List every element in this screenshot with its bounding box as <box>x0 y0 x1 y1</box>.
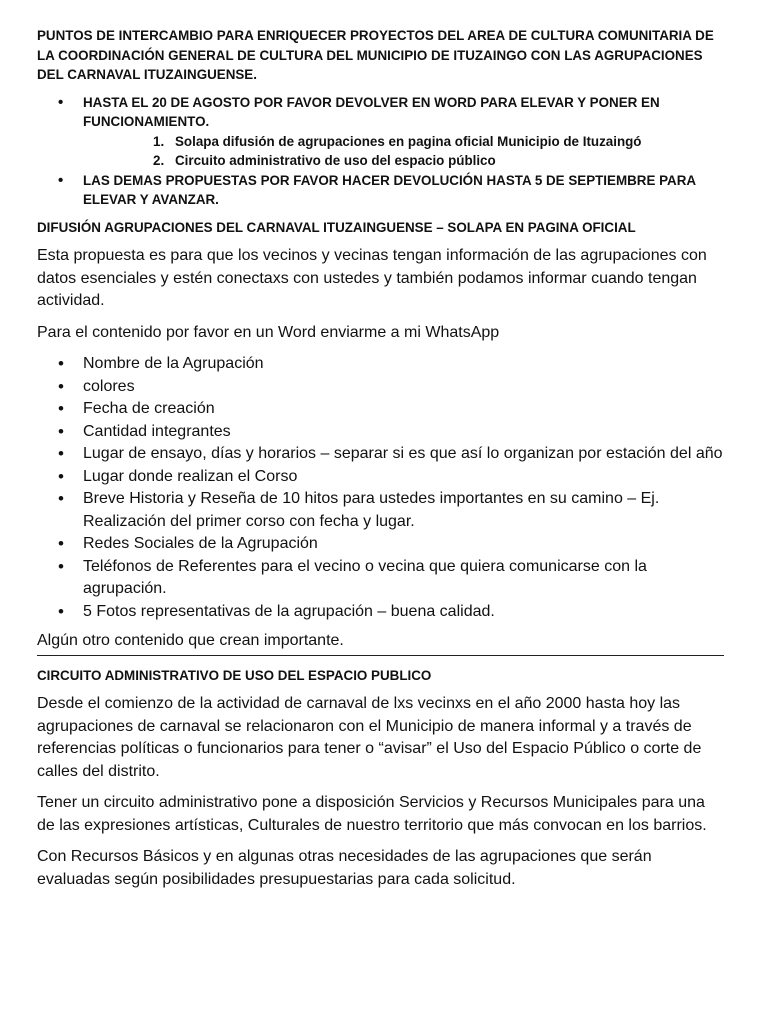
deadline-list <box>37 93 724 210</box>
step-text: Circuito administrativo de uso del espacio público <box>175 153 496 168</box>
content-items-list <box>37 353 724 623</box>
list-item: • Cantidad integrantes <box>37 421 724 444</box>
list-item: • Teléfonos de Referentes para el vecino o vecina que quiera comunicarse con la agrupación. <box>37 556 724 601</box>
circuito-paragraph-resources: Con Recursos Básicos y en algunas otras necesidades de las agrupaciones que serán evaluadas según posibilidades presupuestarias para cada solicitud. <box>37 848 652 888</box>
list-item: • Redes Sociales de la Agrupación <box>37 533 724 556</box>
circuito-paragraph-purpose: Tener un circuito administrativo pone a disposición Servicios y Recursos Municipales para una de las expresiones artísticas, Culturales de nuestro territorio que más convocan en los barrios. <box>37 794 707 834</box>
section-divider <box>37 655 724 656</box>
deadline-item-august <box>37 93 724 171</box>
deadline-september-text: LAS DEMAS PROPUESTAS POR FAVOR HACER DEVOLUCIÓN HASTA 5 DE SEPTIEMBRE PARA ELEVAR Y AVANZAR. <box>83 172 696 207</box>
whatsapp-instruction: Para el contenido por favor en un Word enviarme a mi WhatsApp <box>37 323 500 341</box>
deadline-item-september <box>37 171 724 210</box>
list-item: • colores <box>37 376 724 399</box>
other-content-note: Algún otro contenido que crean importante. <box>37 632 344 649</box>
step-text: Solapa difusión de agrupaciones en pagina oficial Municipio de Ituzaingó <box>175 133 642 149</box>
list-item: • Fecha de creación <box>37 398 724 421</box>
step-number: 1. <box>153 133 165 149</box>
document-title: PUNTOS DE INTERCAMBIO PARA ENRIQUECER PROYECTOS DEL AREA DE CULTURA COMUNITARIA DE LA COORDINACIÓN GENERAL DE CULTURA DEL MUNICIPIO DE ITUZAINGO CON LAS AGRUPACIONES DEL CARNAVAL ITUZAINGUENSE. <box>37 28 714 82</box>
step-number: 2. <box>153 153 165 168</box>
deadline-august-text: HASTA EL 20 DE AGOSTO POR FAVOR DEVOLVER EN WORD PARA ELEVAR Y PONER EN FUNCIONAMIENTO. <box>83 94 660 129</box>
list-item: • Breve Historia y Reseña de 10 hitos para ustedes importantes en su camino – Ej. Realización del primer corso con fecha y lugar. <box>37 488 724 533</box>
circuito-paragraph-history: Desde el comienzo de la actividad de carnaval de lxs vecinxs en el año 2000 hasta hoy las agrupaciones de carnaval se relacionaron con el Municipio de manera informal y a través de referencias políticas o funcionarios para tener o “avisar” el Uso del Espacio Público o corte de calles del distrito. <box>37 695 702 780</box>
list-item: • Lugar de ensayo, días y horarios – separar si es que así lo organizan por estación del año <box>37 443 724 466</box>
difusion-paragraph: Esta propuesta es para que los vecinos y vecinas tengan información de las agrupaciones con datos esenciales y estén conectaxs con ustedes y también podamos informar cuando tengan actividad. <box>37 247 707 309</box>
step-item <box>83 151 724 171</box>
list-item: • Lugar donde realizan el Corso <box>37 466 724 489</box>
priority-steps-list <box>83 132 724 171</box>
difusion-heading: DIFUSIÓN AGRUPACIONES DEL CARNAVAL ITUZAINGUENSE – SOLAPA EN PAGINA OFICIAL <box>37 219 636 235</box>
list-item: • Nombre de la Agrupación <box>37 353 724 376</box>
step-item <box>83 132 724 152</box>
list-item: • 5 Fotos representativas de la agrupación – buena calidad. <box>37 601 724 624</box>
circuito-heading: CIRCUITO ADMINISTRATIVO DE USO DEL ESPACIO PUBLICO <box>37 667 432 683</box>
